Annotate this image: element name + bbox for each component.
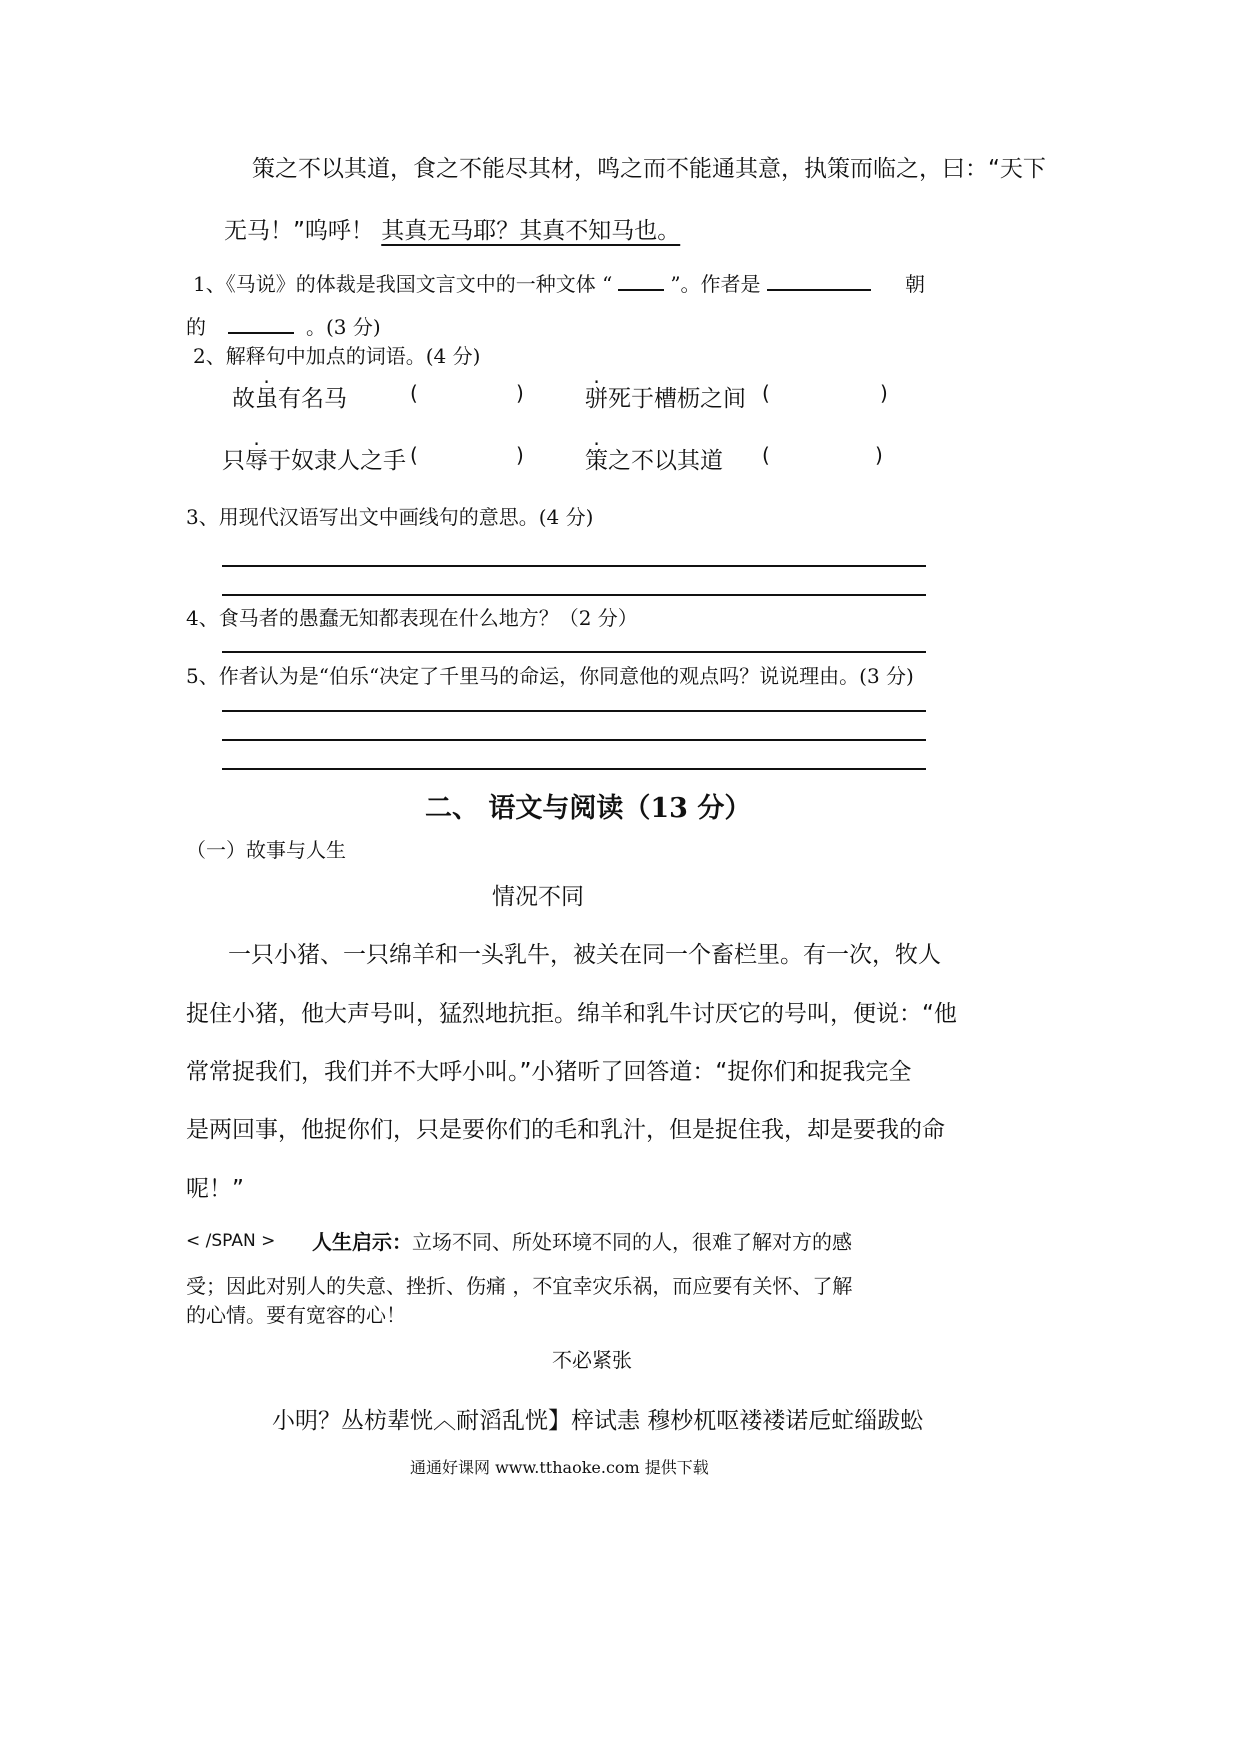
q2-item-2-post: 死于槽枥之间 xyxy=(608,386,746,412)
story-line-5: 呢！” xyxy=(186,1176,244,1202)
insight-label: 人生启示： xyxy=(312,1230,412,1254)
passage-line-1: 策之不以其道，食之不能尽其材，鸣之而不能通其意，执策而临之，曰：“天下 xyxy=(252,156,1046,182)
passage-line-2 xyxy=(224,212,680,245)
answer-line[interactable] xyxy=(222,594,926,596)
question-4: 4、食马者的愚蠢无知都表现在什么地方？（2 分） xyxy=(186,606,638,630)
insight-line-1 xyxy=(312,1226,852,1255)
story-2-line: 小明？丛枋辈恍︿耐滔乱恍】梓试恚 穆杪杌呕褛褛诺卮虻缁跋蚣 xyxy=(272,1408,924,1434)
story-line-4: 是两回事，他捉你们，只是要你们的毛和乳汁，但是捉住我，却是要我的命 xyxy=(186,1117,945,1143)
answer-line[interactable] xyxy=(222,651,926,653)
answer-line[interactable] xyxy=(222,710,926,712)
underlined-sentence: 其真无马耶？其真不知马也。 xyxy=(381,218,681,244)
answer-line[interactable] xyxy=(222,565,926,567)
q1-text-b: ”。作者是 xyxy=(670,272,761,296)
story-2-title: 不必紧张 xyxy=(552,1348,632,1372)
q2-item-3 xyxy=(222,442,406,475)
insight-text-1: 立场不同、所处环境不同的人，很难了解对方的感 xyxy=(412,1230,852,1254)
answer-line[interactable] xyxy=(222,768,926,770)
q2-item-1 xyxy=(232,380,347,413)
span-tag-text: < /SPAN > xyxy=(186,1231,276,1251)
q2-item-3-post: 于奴隶人之手 xyxy=(268,448,406,474)
insight-line-3: 的心情。要有宽容的心！ xyxy=(186,1303,406,1327)
q1-text-d: 的 xyxy=(186,315,206,339)
question-3: 3、用现代汉语写出文中画线句的意思。(4 分) xyxy=(186,505,594,529)
question-5: 5、作者认为是“伯乐“决定了千里马的命运，你同意他的观点吗？说说理由。(3 分) xyxy=(186,664,914,688)
q2-item-1-pre: 故 xyxy=(232,386,255,412)
q2-item-1-open: ( xyxy=(410,381,418,405)
q1-blank-author[interactable] xyxy=(767,271,871,291)
q2-item-4-post: 之不以其道 xyxy=(608,448,723,474)
story-line-2: 捉住小猪，他大声号叫，猛烈地抗拒。绵羊和乳牛讨厌它的号叫，便说：“他 xyxy=(186,1001,957,1027)
q1-blank-genre[interactable] xyxy=(618,271,664,291)
q2-item-2 xyxy=(585,380,746,413)
story-title: 情况不同 xyxy=(492,884,584,910)
q1-text-e: 。(3 分) xyxy=(306,315,381,339)
question-1 xyxy=(193,268,877,297)
q2-item-4-open: ( xyxy=(762,443,770,467)
q2-item-1-close: ) xyxy=(516,381,524,405)
q2-item-4 xyxy=(585,442,723,475)
footer-text: 通通好课网 www.tthaoke.com 提供下载 xyxy=(410,1458,709,1477)
q2-item-2-close: ) xyxy=(880,381,888,405)
q2-item-4-dotted-word: 策 xyxy=(585,448,608,474)
q2-item-2-dotted-word: 骈 xyxy=(585,386,608,412)
q2-item-1-dotted-word: 虽 xyxy=(255,386,278,412)
story-line-3: 常常捉我们，我们并不大呼小叫。”小猪听了回答道：“捉你们和捉我完全 xyxy=(186,1059,912,1085)
passage-line-2-prefix: 无马！”呜呼！ xyxy=(224,218,374,244)
q2-item-1-post: 有名马 xyxy=(278,386,347,412)
q2-item-3-pre: 只 xyxy=(222,448,245,474)
q2-item-3-open: ( xyxy=(410,443,418,467)
story-line-1: 一只小猪、一只绵羊和一头乳牛，被关在同一个畜栏里。有一次，牧人 xyxy=(228,942,941,968)
q2-item-4-close: ) xyxy=(875,443,883,467)
q2-item-3-close: ) xyxy=(516,443,524,467)
q1-text-a: 1、《马说》的体裁是我国文言文中的一种文体 “ xyxy=(193,272,613,296)
answer-line[interactable] xyxy=(222,739,926,741)
q1-blank-dynasty[interactable] xyxy=(228,314,294,334)
question-1-line-2 xyxy=(186,311,381,340)
question-2-label: 2、解释句中加点的词语。(4 分) xyxy=(193,344,481,368)
section-2-title: 二、 语文与阅读（13 分） xyxy=(425,793,752,824)
q2-item-2-open: ( xyxy=(762,381,770,405)
q2-item-3-dotted-word: 辱 xyxy=(245,448,268,474)
section-2-subtitle: （一）故事与人生 xyxy=(186,838,346,862)
q1-text-c: 朝 xyxy=(905,272,925,296)
insight-line-2: 受；因此对别人的失意、挫折、伤痛 ，不宜幸灾乐祸，而应要有关怀、了解 xyxy=(186,1274,853,1298)
